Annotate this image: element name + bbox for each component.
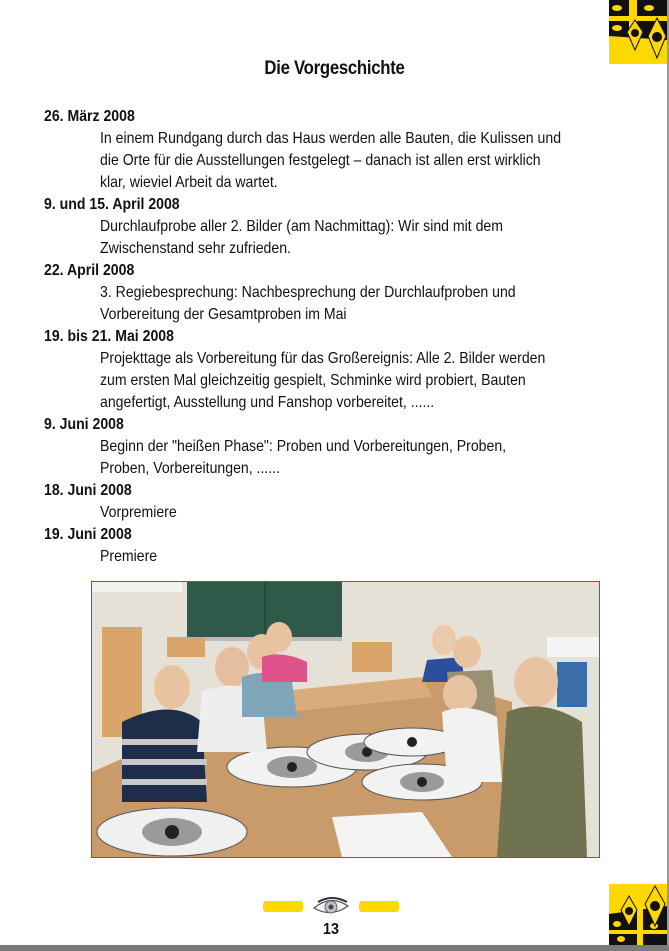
entry-line: Vorbereitung der Gesamtproben im Mai (100, 306, 347, 323)
entry-date: 19. bis 21. Mai 2008 (44, 328, 174, 345)
page-number: 13 (322, 921, 340, 938)
footer-decoration-bar (263, 901, 303, 912)
entry-line: Durchlaufprobe aller 2. Bilder (am Nachmittag): Wir sind mit dem (100, 218, 503, 235)
entry-line: zum ersten Mal gleichzeitig gespielt, Schminke wird probiert, Bauten (100, 372, 526, 389)
entry-date: 18. Juni 2008 (44, 482, 132, 499)
entry-line: Beginn der "heißen Phase": Proben und Vorbereitungen, Proben, (100, 438, 507, 455)
entry-line: Zwischenstand sehr zufrieden. (100, 240, 291, 257)
classroom-photo (91, 581, 600, 858)
footer-decoration-bar (359, 901, 399, 912)
timeline (44, 106, 634, 568)
page-title: Die Vorgeschichte (264, 58, 405, 79)
entry-date: 19. Juni 2008 (44, 526, 132, 543)
entry-description (100, 436, 628, 480)
entry-description (100, 348, 628, 414)
timeline-entry (44, 524, 634, 568)
entry-date: 26. März 2008 (44, 108, 135, 125)
entry-description (100, 502, 628, 524)
entry-line: Vorpremiere (100, 504, 177, 521)
entry-description (100, 282, 628, 326)
page-bottom-border (0, 945, 669, 951)
corner-eye-pattern-bottom-icon (609, 884, 667, 945)
timeline-entry (44, 414, 634, 480)
entry-date: 9. Juni 2008 (44, 416, 124, 433)
entry-description (100, 128, 628, 194)
entry-line: Projekttage als Vorbereitung für das Großereignis: Alle 2. Bilder werden (100, 350, 546, 367)
entry-line: angefertigt, Ausstellung und Fanshop vorbereitet, ...... (100, 394, 435, 411)
entry-line: klar, wieviel Arbeit da wartet. (100, 174, 278, 191)
entry-description (100, 216, 628, 260)
eye-icon (312, 896, 350, 916)
timeline-entry (44, 326, 634, 414)
timeline-entry (44, 260, 634, 326)
corner-eye-pattern-top-icon (609, 0, 667, 64)
entry-date: 9. und 15. April 2008 (44, 196, 180, 213)
timeline-entry (44, 480, 634, 524)
entry-line: Premiere (100, 548, 158, 565)
entry-line: 3. Regiebesprechung: Nachbesprechung der Durchlaufproben und (100, 284, 516, 301)
entry-description (100, 546, 628, 568)
timeline-entry (44, 194, 634, 260)
entry-line: In einem Rundgang durch das Haus werden alle Bauten, die Kulissen und (100, 130, 562, 147)
photo-illustration (92, 582, 599, 857)
timeline-entry (44, 106, 634, 194)
entry-date: 22. April 2008 (44, 262, 135, 279)
entry-line: die Orte für die Ausstellungen festgelegt – danach ist allen erst wirklich (100, 152, 541, 169)
entry-line: Proben, Vorbereitungen, ...... (100, 460, 281, 477)
